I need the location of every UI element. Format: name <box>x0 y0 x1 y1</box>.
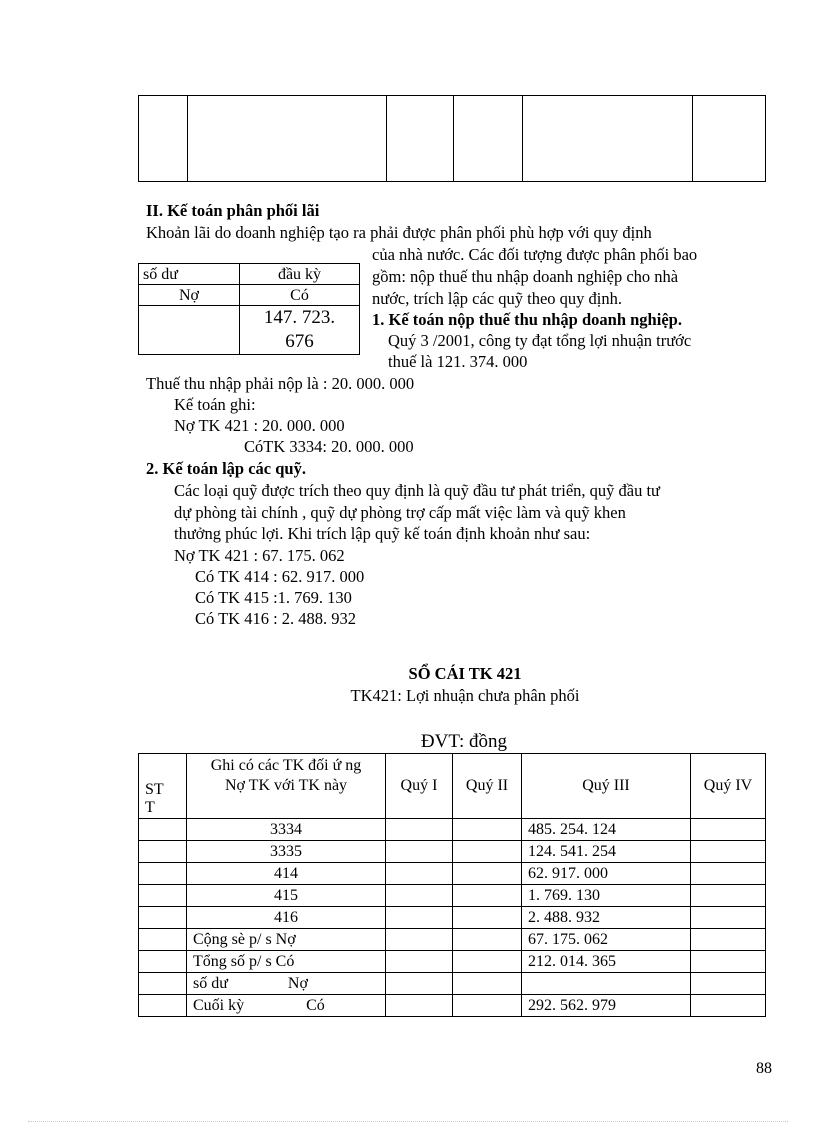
section-title: II. Kế toán phân phối lãi <box>146 201 320 220</box>
table-row <box>139 863 766 885</box>
table-row <box>139 973 766 995</box>
body-line: thưởng phúc lợi. Khi trích lập quỹ kế toán định khoản như sau: <box>174 524 591 543</box>
balance-debit-value <box>139 306 240 355</box>
row-q3-value: 62. 917. 000 <box>522 863 691 885</box>
table-row <box>139 951 766 973</box>
balance-credit-value <box>240 306 360 355</box>
row-q3-value <box>522 973 691 995</box>
table-row <box>139 819 766 841</box>
entry-label: Kế toán ghi: <box>174 395 256 414</box>
unit-label: ĐVT: đồng <box>420 731 508 752</box>
table-row <box>139 995 766 1017</box>
row-account: 3334 <box>187 819 386 841</box>
fund-debit: Nợ TK 421 : 67. 175. 062 <box>174 546 345 565</box>
balance-value-line: 676 <box>285 331 314 352</box>
body-line: Quý 3 /2001, công ty đạt tổng lợi nhuận trước <box>388 331 692 350</box>
subsection-title: 2. Kế toán lập các quỹ. <box>146 459 306 478</box>
row-desc <box>187 973 386 995</box>
balance-value-line: 147. 723. <box>263 307 336 328</box>
body-line: thuế là 121. 374. 000 <box>388 352 528 371</box>
ledger-table <box>138 753 766 1017</box>
ledger-title: SỔ CÁI TK 421 <box>408 664 522 683</box>
entry-credit: CóTK 3334: 20. 000. 000 <box>244 437 414 456</box>
row-desc-label: số dư <box>193 974 228 992</box>
balance-header-period: đầu kỳ <box>240 264 360 285</box>
row-q3-value: 292. 562. 979 <box>522 995 691 1017</box>
row-desc-side: Nợ <box>287 974 308 992</box>
page-number: 88 <box>756 1060 772 1077</box>
fund-credit: Có TK 416 : 2. 488. 932 <box>195 609 357 628</box>
empty-cell <box>188 96 387 182</box>
subsection-title: 1. Kế toán nộp thuế thu nhập doanh nghiệp. <box>372 310 682 329</box>
row-account: 414 <box>187 863 386 885</box>
body-line: dự phòng tài chính , quỹ dự phòng trợ cấp mất việc làm và quỹ khen <box>174 503 626 522</box>
col-header-q4: Quý IV <box>691 754 766 819</box>
ledger-subtitle: TK421: Lợi nhuận chưa phân phối <box>350 686 580 705</box>
intro-line: nước, trích lập các quỹ theo quy định. <box>372 289 622 308</box>
table-row <box>139 885 766 907</box>
table-row <box>139 929 766 951</box>
entry-debit: Nợ TK 421 : 20. 000. 000 <box>174 416 345 435</box>
balance-header-label: số dư <box>139 264 240 285</box>
row-desc-side: Có <box>306 996 325 1014</box>
row-q3-value: 124. 541. 254 <box>522 841 691 863</box>
table-row <box>139 907 766 929</box>
row-desc <box>187 995 386 1017</box>
col-header-q3: Quý III <box>522 754 691 819</box>
row-account: 415 <box>187 885 386 907</box>
row-desc: Tổng số p/ s Có <box>187 951 386 973</box>
top-empty-table <box>138 95 766 182</box>
intro-line: gồm: nộp thuế thu nhập doanh nghiệp cho nhà <box>372 267 679 286</box>
opening-balance-table <box>138 263 360 355</box>
row-account: 3335 <box>187 841 386 863</box>
row-account: 416 <box>187 907 386 929</box>
empty-cell <box>523 96 693 182</box>
table-row <box>139 841 766 863</box>
col-header-q1: Quý I <box>386 754 453 819</box>
fund-credit: Có TK 415 :1. 769. 130 <box>195 588 352 607</box>
empty-cell <box>693 96 766 182</box>
empty-cell <box>387 96 454 182</box>
row-q3-value: 212. 014. 365 <box>522 951 691 973</box>
balance-debit-label: Nợ <box>139 285 240 306</box>
body-line: Các loại quỹ được trích theo quy định là quỹ đầu tư phát triển, quỹ đầu tư <box>174 481 660 500</box>
col-header-q2: Quý II <box>453 754 522 819</box>
row-q3-value: 485. 254. 124 <box>522 819 691 841</box>
intro-line: Khoản lãi do doanh nghiệp tạo ra phải được phân phối phù hợp với quy định <box>146 223 652 242</box>
row-desc-label: Cuối kỳ <box>193 996 245 1014</box>
row-q3-value: 2. 488. 932 <box>522 907 691 929</box>
col-header-desc: Ghi có các TK đối ứ ng Nợ TK với TK này <box>187 754 386 819</box>
intro-line: của nhà nước. Các đối tượng được phân phối bao <box>372 245 698 264</box>
page-bottom-divider <box>28 1121 788 1122</box>
balance-credit-label: Có <box>240 285 360 306</box>
row-desc: Cộng sè p/ s Nợ <box>187 929 386 951</box>
row-q3-value: 67. 175. 062 <box>522 929 691 951</box>
empty-cell <box>139 96 188 182</box>
fund-credit: Có TK 414 : 62. 917. 000 <box>195 567 365 586</box>
tax-line: Thuế thu nhập phải nộp là : 20. 000. 000 <box>146 374 415 393</box>
col-header-stt: ST T <box>139 754 187 819</box>
row-q3-value: 1. 769. 130 <box>522 885 691 907</box>
empty-cell <box>454 96 523 182</box>
